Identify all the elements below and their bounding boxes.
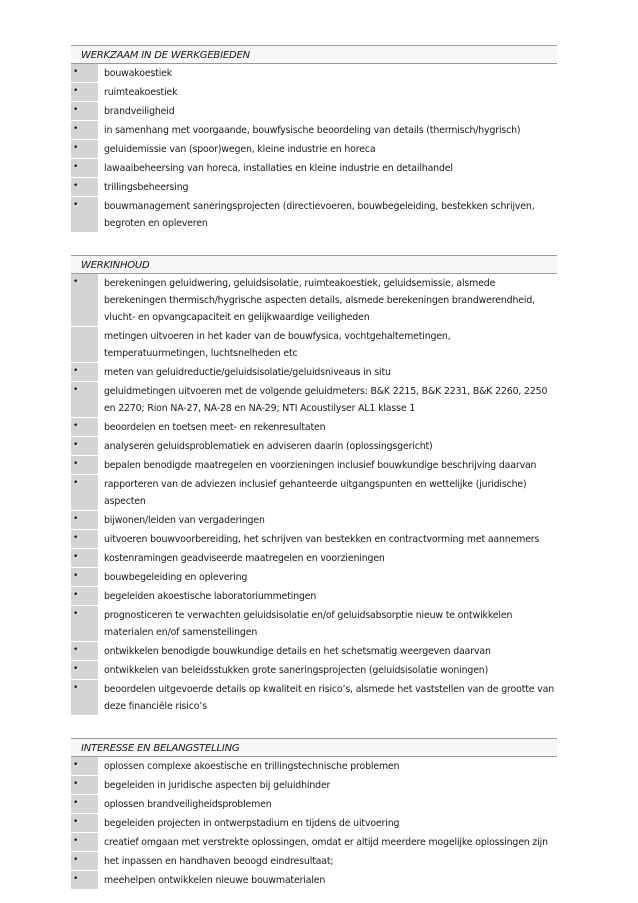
list-item — [71, 680, 557, 716]
list-item — [71, 606, 557, 642]
bullet-column-cell — [71, 178, 98, 197]
list-item-text-cell — [98, 680, 557, 716]
list-item-text: beoordelen en toetsen meet- en rekenresultaten — [104, 422, 326, 433]
bullet-icon: • — [73, 105, 79, 115]
list-item-text-cell — [98, 661, 557, 680]
list-item — [71, 795, 557, 814]
bullet-icon: • — [73, 478, 79, 488]
bullet-column-cell — [71, 83, 98, 102]
list-item — [71, 833, 557, 852]
bullet-column-cell — [71, 511, 98, 530]
list-item-text-cell — [98, 852, 557, 871]
section-heading: WERKINHOUD — [71, 255, 557, 274]
list-item-text-cell — [98, 363, 557, 382]
list-item-text-cell — [98, 327, 557, 363]
list-item-text: prognosticeren te verwachten geluidsisolatie en/of geluidsabsorptie nieuw te ontwikkelen materialen en/of samenstellingen — [104, 610, 513, 638]
list-item-text: geluidemissie van (spoor)wegen, kleine industrie en horeca — [104, 144, 376, 155]
list-item-text: berekeningen geluidwering, geluidsisolatie, ruimteakoestiek, geluidsemissie, alsmede berekeningen thermisch/hygrische aspecten details, alsmede berekeningen brandwerendheid, vlucht- en opvangcapaciteit en gelijkwaardige veiligheden — [104, 278, 535, 323]
list-item — [71, 382, 557, 418]
list-item-text-cell — [98, 606, 557, 642]
bullet-icon: • — [73, 760, 79, 770]
bullet-column-cell — [71, 642, 98, 661]
bullet-column-cell — [71, 456, 98, 475]
list-item — [71, 530, 557, 549]
list-item-text: meehelpen ontwikkelen nieuwe bouwmaterialen — [104, 875, 326, 886]
list-item-text-cell — [98, 456, 557, 475]
list-item-text-cell — [98, 871, 557, 890]
list-item — [71, 121, 557, 140]
bullet-icon: • — [73, 590, 79, 600]
list-item-text: meten van geluidreductie/geluidsisolatie/geluidsniveaus in situ — [104, 367, 391, 378]
list-item-text-cell — [98, 274, 557, 327]
bullet-icon: • — [73, 874, 79, 884]
list-item — [71, 327, 557, 363]
bullet-icon: • — [73, 86, 79, 96]
list-item-text: begeleiden in juridische aspecten bij geluidhinder — [104, 780, 331, 791]
list-item-text-cell — [98, 418, 557, 437]
list-item — [71, 102, 557, 121]
bullet-list — [71, 64, 557, 233]
list-item — [71, 757, 557, 776]
bullet-column-cell — [71, 382, 98, 418]
list-item — [71, 274, 557, 327]
bullet-icon: • — [73, 533, 79, 543]
list-item — [71, 456, 557, 475]
bullet-icon: • — [73, 67, 79, 77]
list-item-text: kostenramingen geadviseerde maatregelen en voorzieningen — [104, 553, 385, 564]
list-item-text: ruimteakoestiek — [104, 87, 178, 98]
list-item-text: begeleiden akoestische laboratoriummetingen — [104, 591, 317, 602]
bullet-column-cell — [71, 327, 98, 363]
bullet-icon: • — [73, 836, 79, 846]
bullet-column-cell — [71, 871, 98, 890]
bullet-column-cell — [71, 197, 98, 233]
bullet-column-cell — [71, 852, 98, 871]
bullet-column-cell — [71, 64, 98, 83]
list-item-text-cell — [98, 587, 557, 606]
bullet-column-cell — [71, 776, 98, 795]
bullet-icon: • — [73, 514, 79, 524]
list-item-text: oplossen complexe akoestische en trillingstechnische problemen — [104, 761, 400, 772]
bullet-column-cell — [71, 102, 98, 121]
list-item-text: oplossen brandveiligheidsproblemen — [104, 799, 272, 810]
list-item-text-cell — [98, 511, 557, 530]
bullet-list — [71, 274, 557, 716]
bullet-icon: • — [73, 609, 79, 619]
list-item — [71, 852, 557, 871]
list-item-text-cell — [98, 642, 557, 661]
bullet-icon: • — [73, 683, 79, 693]
bullet-list — [71, 757, 557, 890]
list-item-text: creatief omgaan met verstrekte oplossingen, omdat er altijd meerdere mogelijke oplossingen zijn — [104, 837, 548, 848]
list-item — [71, 587, 557, 606]
list-item — [71, 568, 557, 587]
list-item — [71, 871, 557, 890]
list-item-text: beoordelen uitgevoerde details op kwaliteit en risico’s, alsmede het vaststellen van de grootte van deze financiële risico’s — [104, 684, 555, 712]
bullet-column-cell — [71, 437, 98, 456]
bullet-column-cell — [71, 159, 98, 178]
work-areas-section — [71, 45, 557, 233]
bullet-icon: • — [73, 817, 79, 827]
list-item-text-cell — [98, 159, 557, 178]
list-item-text: bepalen benodigde maatregelen en voorzieningen inclusief bouwkundige beschrijving daarvan — [104, 460, 537, 471]
bullet-column-cell — [71, 606, 98, 642]
bullet-column-cell — [71, 680, 98, 716]
list-item-text: brandveiligheid — [104, 106, 175, 117]
bullet-icon: • — [73, 571, 79, 581]
bullet-icon: • — [73, 385, 79, 395]
list-item — [71, 511, 557, 530]
list-item-text-cell — [98, 795, 557, 814]
list-item — [71, 814, 557, 833]
list-item — [71, 64, 557, 83]
bullet-icon: • — [73, 855, 79, 865]
list-item-text-cell — [98, 83, 557, 102]
list-item-text-cell — [98, 776, 557, 795]
list-item-text-cell — [98, 197, 557, 233]
list-item-text: lawaaibeheersing van horeca, installaties en kleine industrie en detailhandel — [104, 163, 453, 174]
bullet-icon: • — [73, 779, 79, 789]
bullet-column-cell — [71, 795, 98, 814]
list-item-text: metingen uitvoeren in het kader van de bouwfysica, vochtgehaltemetingen, temperatuurmetingen, luchtsnelheden etc — [104, 331, 451, 359]
list-item-text: trillingsbeheersing — [104, 182, 189, 193]
list-item — [71, 159, 557, 178]
list-item-text-cell — [98, 64, 557, 83]
bullet-column-cell — [71, 568, 98, 587]
bullet-column-cell — [71, 363, 98, 382]
list-item-text-cell — [98, 140, 557, 159]
list-item-text-cell — [98, 475, 557, 511]
bullet-column-cell — [71, 661, 98, 680]
bullet-column-cell — [71, 587, 98, 606]
bullet-icon: • — [73, 421, 79, 431]
list-item-text-cell — [98, 814, 557, 833]
list-item — [71, 642, 557, 661]
bullet-column-cell — [71, 757, 98, 776]
bullet-icon: • — [73, 162, 79, 172]
bullet-icon: • — [73, 181, 79, 191]
list-item-text: bijwonen/leiden van vergaderingen — [104, 515, 265, 526]
list-item — [71, 363, 557, 382]
list-item-text: geluidmetingen uitvoeren met de volgende geluidmeters: B&K 2215, B&K 2231, B&K 2260, 2250 en 2270; Rion NA-27, NA-28 en NA-29; NTI Acoustilyser AL1 klasse 1 — [104, 386, 548, 414]
section-heading: INTERESSE EN BELANGSTELLING — [71, 738, 557, 757]
interests-section — [71, 738, 557, 890]
list-item-text-cell — [98, 437, 557, 456]
bullet-icon: • — [73, 440, 79, 450]
bullet-column-cell — [71, 549, 98, 568]
bullet-icon: • — [73, 459, 79, 469]
bullet-column-cell — [71, 140, 98, 159]
list-item — [71, 418, 557, 437]
bullet-icon: • — [73, 200, 79, 210]
list-item-text: ontwikkelen benodigde bouwkundige details en het schetsmatig weergeven daarvan — [104, 646, 491, 657]
bullet-icon: • — [73, 124, 79, 134]
bullet-column-cell — [71, 833, 98, 852]
bullet-column-cell — [71, 274, 98, 327]
list-item-text: ontwikkelen van beleidsstukken grote saneringsprojecten (geluidsisolatie woningen) — [104, 665, 489, 676]
list-item-text: in samenhang met voorgaande, bouwfysische beoordeling van details (thermisch/hygrisch) — [104, 125, 521, 136]
list-item — [71, 437, 557, 456]
list-item — [71, 661, 557, 680]
bullet-icon: • — [73, 277, 79, 287]
section-heading: WERKZAAM IN DE WERKGEBIEDEN — [71, 45, 557, 64]
list-item-text-cell — [98, 121, 557, 140]
list-item — [71, 549, 557, 568]
bullet-icon: • — [73, 798, 79, 808]
list-item — [71, 197, 557, 233]
list-item-text: het inpassen en handhaven beoogd eindresultaat; — [104, 856, 334, 867]
list-item-text: bouwakoestiek — [104, 68, 173, 79]
list-item-text-cell — [98, 568, 557, 587]
bullet-column-cell — [71, 814, 98, 833]
bullet-column-cell — [71, 475, 98, 511]
list-item — [71, 776, 557, 795]
bullet-icon: • — [73, 645, 79, 655]
bullet-icon: • — [73, 552, 79, 562]
list-item-text-cell — [98, 382, 557, 418]
list-item-text-cell — [98, 530, 557, 549]
bullet-column-cell — [71, 418, 98, 437]
bullet-icon: • — [73, 664, 79, 674]
list-item — [71, 178, 557, 197]
list-item-text: begeleiden projecten in ontwerpstadium en tijdens de uitvoering — [104, 818, 400, 829]
list-item-text: uitvoeren bouwvoorbereiding, het schrijven van bestekken en contractvorming met aannemers — [104, 534, 540, 545]
list-item-text: bouwmanagement saneringsprojecten (directievoeren, bouwbegeleiding, bestekken schrijven, begroten en opleveren — [104, 201, 535, 229]
list-item-text-cell — [98, 757, 557, 776]
list-item — [71, 140, 557, 159]
bullet-column-cell — [71, 530, 98, 549]
list-item-text-cell — [98, 178, 557, 197]
bullet-icon: • — [73, 366, 79, 376]
list-item — [71, 475, 557, 511]
work-content-section — [71, 255, 557, 716]
list-item-text: bouwbegeleiding en oplevering — [104, 572, 248, 583]
list-item-text: analyseren geluidsproblematiek en adviseren daarin (oplossingsgericht) — [104, 441, 433, 452]
list-item-text-cell — [98, 102, 557, 121]
bullet-icon: • — [73, 143, 79, 153]
list-item-text: rapporteren van de adviezen inclusief gehanteerde uitgangspunten en wettelijke (juridische) aspecten — [104, 479, 527, 507]
list-item-text-cell — [98, 549, 557, 568]
bullet-column-cell — [71, 121, 98, 140]
list-item-text-cell — [98, 833, 557, 852]
list-item — [71, 83, 557, 102]
